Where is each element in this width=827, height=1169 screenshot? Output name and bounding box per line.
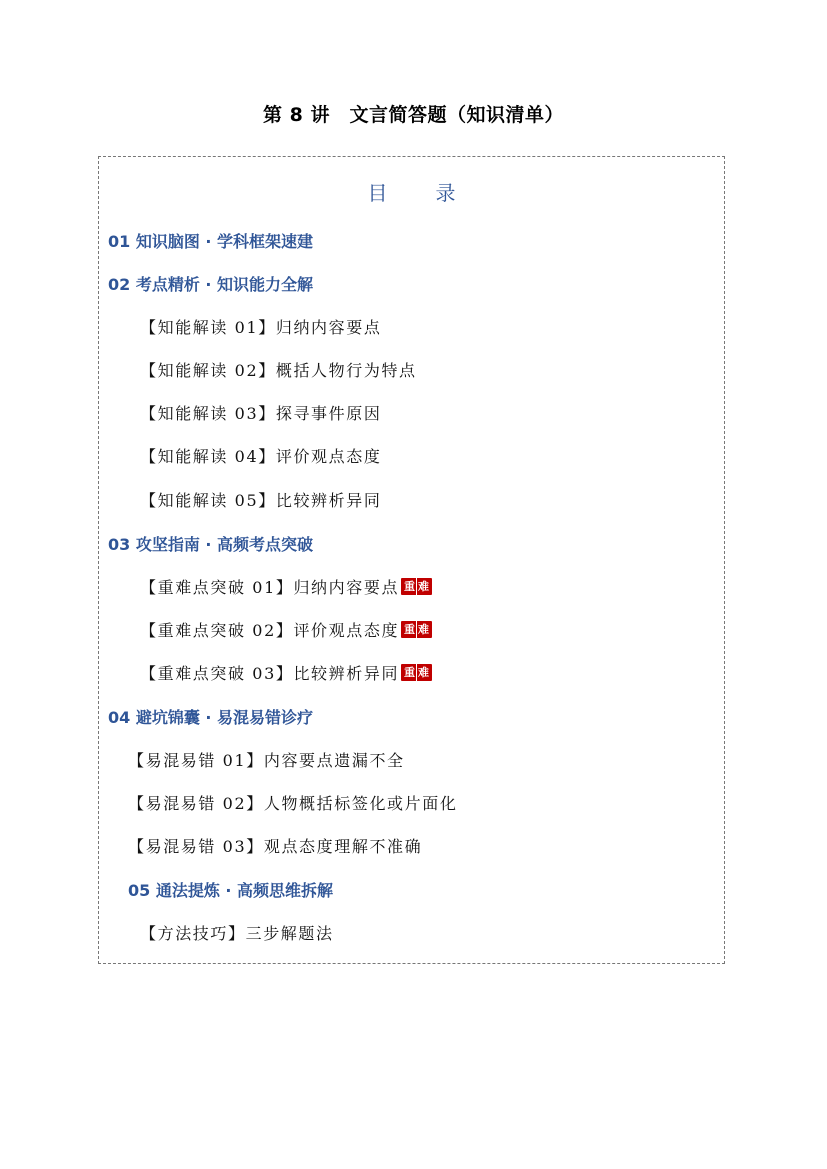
toc-item-zhineng-05[interactable]: 【知能解读 05】比较辨析异同 (140, 491, 382, 510)
toc-item-label: 【重难点突破 01】归纳内容要点 (140, 578, 400, 597)
toc-section-04[interactable]: 04 避坑锦囊 · 易混易错诊疗 (108, 708, 314, 727)
toc-heading: 目 录 (367, 181, 470, 205)
toc-item-yihun-01[interactable]: 【易混易错 01】内容要点遗漏不全 (128, 751, 405, 770)
toc-item-fangfa[interactable]: 【方法技巧】三步解题法 (140, 924, 334, 943)
toc-section-03[interactable]: 03 攻坚指南 · 高频考点突破 (108, 535, 314, 554)
toc-item-zhongnan-01[interactable] (140, 575, 432, 598)
toc-item-zhineng-01[interactable]: 【知能解读 01】归纳内容要点 (140, 318, 382, 337)
toc-item-zhineng-03[interactable]: 【知能解读 03】探寻事件原因 (140, 404, 382, 423)
document-title: 第 8 讲 文言简答题（知识清单） (263, 104, 564, 126)
toc-item-zhineng-04[interactable]: 【知能解读 04】评价观点态度 (140, 447, 382, 466)
difficulty-badge: 重 难 (401, 621, 432, 638)
toc-item-label: 【重难点突破 02】评价观点态度 (140, 621, 400, 640)
difficulty-badge: 重 难 (401, 578, 432, 595)
toc-section-01[interactable]: 01 知识脑图 · 学科框架速建 (108, 232, 314, 251)
toc-item-yihun-03[interactable]: 【易混易错 03】观点态度理解不准确 (128, 837, 423, 856)
toc-section-02[interactable]: 02 考点精析 · 知识能力全解 (108, 275, 314, 294)
toc-item-zhineng-02[interactable]: 【知能解读 02】概括人物行为特点 (140, 361, 417, 380)
toc-section-05[interactable]: 05 通法提炼 · 高频思维拆解 (128, 881, 334, 900)
toc-item-zhongnan-03[interactable] (140, 661, 432, 684)
toc-item-label: 【重难点突破 03】比较辨析异同 (140, 664, 400, 683)
difficulty-badge: 重 难 (401, 664, 432, 681)
toc-item-yihun-02[interactable]: 【易混易错 02】人物概括标签化或片面化 (128, 794, 458, 813)
toc-item-zhongnan-02[interactable] (140, 618, 432, 641)
